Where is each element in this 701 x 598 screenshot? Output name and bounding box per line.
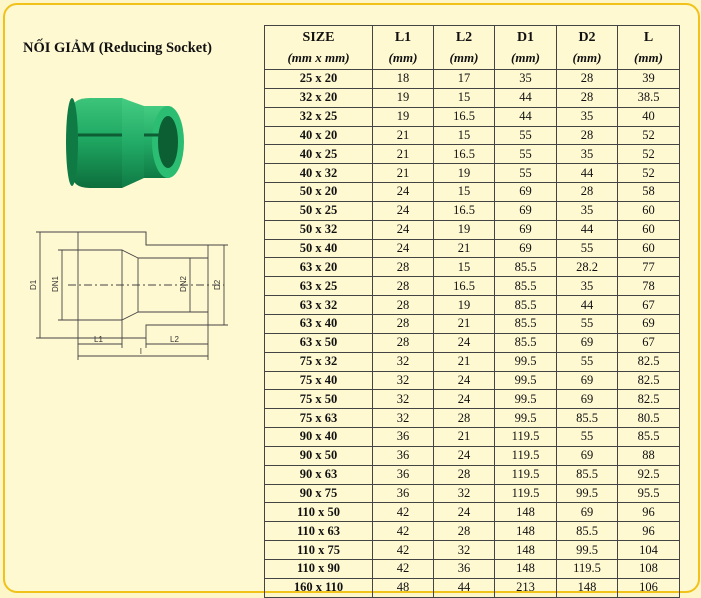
value-cell: 28 — [373, 277, 434, 296]
size-cell: 40 x 25 — [265, 145, 373, 164]
column-header — [434, 26, 495, 70]
table-row — [265, 258, 680, 277]
column-header-unit: (mm) — [511, 49, 540, 65]
value-cell: 42 — [373, 503, 434, 522]
value-cell: 95.5 — [618, 484, 680, 503]
value-cell: 44 — [434, 578, 495, 597]
value-cell: 24 — [373, 239, 434, 258]
column-header — [557, 26, 618, 70]
value-cell: 36 — [373, 446, 434, 465]
value-cell: 28 — [434, 409, 495, 428]
table-row — [265, 578, 680, 597]
size-cell: 90 x 50 — [265, 446, 373, 465]
value-cell: 28 — [373, 314, 434, 333]
value-cell: 119.5 — [495, 428, 557, 447]
value-cell: 35 — [495, 70, 557, 89]
value-cell: 69 — [557, 503, 618, 522]
value-cell: 21 — [434, 352, 495, 371]
value-cell: 16.5 — [434, 201, 495, 220]
value-cell: 44 — [495, 88, 557, 107]
table-row — [265, 277, 680, 296]
value-cell: 24 — [373, 201, 434, 220]
table-row — [265, 183, 680, 202]
value-cell: 19 — [434, 296, 495, 315]
column-header-unit: (mm x mm) — [287, 49, 350, 65]
size-cell: 110 x 75 — [265, 541, 373, 560]
table-header-row — [265, 26, 680, 70]
value-cell: 38.5 — [618, 88, 680, 107]
table-row — [265, 296, 680, 315]
size-cell: 32 x 25 — [265, 107, 373, 126]
value-cell: 69 — [618, 314, 680, 333]
value-cell: 24 — [434, 503, 495, 522]
size-cell: 160 x 110 — [265, 578, 373, 597]
value-cell: 96 — [618, 503, 680, 522]
table-row — [265, 484, 680, 503]
table-row — [265, 352, 680, 371]
product-title: NỐI GIẢM (Reducing Socket) — [23, 40, 212, 56]
value-cell: 69 — [557, 390, 618, 409]
value-cell: 36 — [373, 428, 434, 447]
value-cell: 24 — [434, 446, 495, 465]
table-row — [265, 390, 680, 409]
value-cell: 24 — [373, 183, 434, 202]
value-cell: 21 — [373, 145, 434, 164]
value-cell: 32 — [373, 371, 434, 390]
size-cell: 50 x 40 — [265, 239, 373, 258]
value-cell: 35 — [557, 201, 618, 220]
table-row — [265, 503, 680, 522]
value-cell: 104 — [618, 541, 680, 560]
column-header — [265, 26, 373, 70]
size-cell: 90 x 40 — [265, 428, 373, 447]
value-cell: 55 — [495, 126, 557, 145]
value-cell: 28 — [373, 296, 434, 315]
value-cell: 148 — [495, 559, 557, 578]
value-cell: 28.2 — [557, 258, 618, 277]
value-cell: 24 — [434, 390, 495, 409]
table-row — [265, 70, 680, 89]
value-cell: 119.5 — [557, 559, 618, 578]
value-cell: 24 — [434, 333, 495, 352]
value-cell: 15 — [434, 183, 495, 202]
table-row — [265, 559, 680, 578]
value-cell: 52 — [618, 126, 680, 145]
column-header-unit: (mm) — [388, 49, 418, 65]
size-cell: 75 x 32 — [265, 352, 373, 371]
value-cell: 85.5 — [495, 258, 557, 277]
table-row — [265, 201, 680, 220]
value-cell: 88 — [618, 446, 680, 465]
value-cell: 35 — [557, 107, 618, 126]
value-cell: 28 — [557, 70, 618, 89]
size-cell: 63 x 25 — [265, 277, 373, 296]
label-d2: D2 — [213, 279, 222, 290]
value-cell: 35 — [557, 277, 618, 296]
value-cell: 69 — [557, 446, 618, 465]
value-cell: 99.5 — [557, 541, 618, 560]
size-cell: 110 x 90 — [265, 559, 373, 578]
value-cell: 77 — [618, 258, 680, 277]
value-cell: 36 — [373, 484, 434, 503]
size-cell: 90 x 75 — [265, 484, 373, 503]
size-cell: 50 x 32 — [265, 220, 373, 239]
value-cell: 99.5 — [495, 409, 557, 428]
value-cell: 60 — [618, 239, 680, 258]
label-dn1: DN1 — [51, 275, 60, 292]
value-cell: 148 — [495, 503, 557, 522]
value-cell: 85.5 — [618, 428, 680, 447]
value-cell: 85.5 — [557, 465, 618, 484]
size-cell: 40 x 20 — [265, 126, 373, 145]
label-l2: L2 — [170, 335, 179, 344]
value-cell: 60 — [618, 220, 680, 239]
size-cell: 63 x 40 — [265, 314, 373, 333]
value-cell: 21 — [434, 314, 495, 333]
value-cell: 69 — [495, 220, 557, 239]
table-row — [265, 239, 680, 258]
table-row — [265, 145, 680, 164]
size-cell: 25 x 20 — [265, 70, 373, 89]
value-cell: 28 — [557, 126, 618, 145]
label-l1: L1 — [94, 335, 103, 344]
table-row — [265, 333, 680, 352]
value-cell: 19 — [434, 164, 495, 183]
table-row — [265, 314, 680, 333]
value-cell: 21 — [434, 239, 495, 258]
value-cell: 36 — [373, 465, 434, 484]
column-header — [373, 26, 434, 70]
size-cell: 90 x 63 — [265, 465, 373, 484]
column-header — [618, 26, 680, 70]
value-cell: 42 — [373, 522, 434, 541]
label-dn2: DN2 — [179, 275, 188, 292]
size-cell: 40 x 32 — [265, 164, 373, 183]
value-cell: 99.5 — [495, 390, 557, 409]
size-cell: 63 x 50 — [265, 333, 373, 352]
size-cell: 110 x 50 — [265, 503, 373, 522]
value-cell: 52 — [618, 164, 680, 183]
value-cell: 39 — [618, 70, 680, 89]
value-cell: 19 — [434, 220, 495, 239]
value-cell: 32 — [434, 484, 495, 503]
value-cell: 55 — [557, 239, 618, 258]
table-row — [265, 126, 680, 145]
value-cell: 108 — [618, 559, 680, 578]
value-cell: 32 — [373, 390, 434, 409]
value-cell: 85.5 — [495, 296, 557, 315]
value-cell: 44 — [495, 107, 557, 126]
value-cell: 58 — [618, 183, 680, 202]
value-cell: 82.5 — [618, 371, 680, 390]
value-cell: 48 — [373, 578, 434, 597]
value-cell: 28 — [557, 88, 618, 107]
value-cell: 18 — [373, 70, 434, 89]
value-cell: 85.5 — [495, 314, 557, 333]
column-header — [495, 26, 557, 70]
value-cell: 52 — [618, 145, 680, 164]
value-cell: 21 — [373, 126, 434, 145]
size-cell: 75 x 40 — [265, 371, 373, 390]
column-header-name: L1 — [394, 29, 412, 45]
value-cell: 55 — [495, 164, 557, 183]
size-cell: 110 x 63 — [265, 522, 373, 541]
value-cell: 85.5 — [495, 277, 557, 296]
value-cell: 28 — [557, 183, 618, 202]
size-cell: 63 x 20 — [265, 258, 373, 277]
size-cell: 75 x 63 — [265, 409, 373, 428]
table-row — [265, 164, 680, 183]
table-row — [265, 541, 680, 560]
column-header-unit: (mm) — [572, 49, 602, 65]
value-cell: 24 — [373, 220, 434, 239]
value-cell: 82.5 — [618, 352, 680, 371]
value-cell: 16.5 — [434, 277, 495, 296]
value-cell: 19 — [373, 107, 434, 126]
size-cell: 63 x 32 — [265, 296, 373, 315]
value-cell: 42 — [373, 541, 434, 560]
value-cell: 44 — [557, 220, 618, 239]
value-cell: 16.5 — [434, 107, 495, 126]
value-cell: 60 — [618, 201, 680, 220]
column-header-name: SIZE — [302, 29, 335, 45]
table-body — [265, 70, 680, 598]
value-cell: 92.5 — [618, 465, 680, 484]
reducing-socket-photo — [60, 80, 200, 200]
value-cell: 148 — [495, 541, 557, 560]
value-cell: 80.5 — [618, 409, 680, 428]
value-cell: 85.5 — [557, 522, 618, 541]
value-cell: 15 — [434, 88, 495, 107]
value-cell: 213 — [495, 578, 557, 597]
value-cell: 35 — [557, 145, 618, 164]
column-header-name: D1 — [516, 29, 535, 45]
value-cell: 69 — [557, 371, 618, 390]
size-cell: 50 x 25 — [265, 201, 373, 220]
value-cell: 36 — [434, 559, 495, 578]
value-cell: 69 — [495, 239, 557, 258]
value-cell: 96 — [618, 522, 680, 541]
value-cell: 32 — [373, 409, 434, 428]
column-header-name: D2 — [578, 29, 596, 45]
value-cell: 148 — [495, 522, 557, 541]
label-d1: D1 — [29, 279, 38, 290]
value-cell: 42 — [373, 559, 434, 578]
value-cell: 99.5 — [495, 371, 557, 390]
table-row — [265, 465, 680, 484]
value-cell: 21 — [373, 164, 434, 183]
table-row — [265, 220, 680, 239]
value-cell: 55 — [495, 145, 557, 164]
value-cell: 28 — [434, 465, 495, 484]
table-row — [265, 522, 680, 541]
value-cell: 55 — [557, 428, 618, 447]
column-header-unit: (mm) — [449, 49, 479, 65]
value-cell: 32 — [434, 541, 495, 560]
value-cell: 44 — [557, 296, 618, 315]
value-cell: 106 — [618, 578, 680, 597]
value-cell: 69 — [495, 201, 557, 220]
value-cell: 28 — [373, 333, 434, 352]
value-cell: 67 — [618, 333, 680, 352]
value-cell: 99.5 — [557, 484, 618, 503]
value-cell: 15 — [434, 258, 495, 277]
value-cell: 119.5 — [495, 465, 557, 484]
table-row — [265, 428, 680, 447]
column-header-name: L — [643, 29, 654, 45]
value-cell: 78 — [618, 277, 680, 296]
column-header-name: L2 — [455, 29, 473, 45]
spec-table — [264, 25, 680, 598]
value-cell: 15 — [434, 126, 495, 145]
value-cell: 55 — [557, 352, 618, 371]
size-cell: 50 x 20 — [265, 183, 373, 202]
column-header-unit: (mm) — [634, 49, 663, 65]
value-cell: 44 — [557, 164, 618, 183]
value-cell: 82.5 — [618, 390, 680, 409]
value-cell: 28 — [434, 522, 495, 541]
table-row — [265, 107, 680, 126]
value-cell: 40 — [618, 107, 680, 126]
table-row — [265, 446, 680, 465]
value-cell: 67 — [618, 296, 680, 315]
value-cell: 85.5 — [495, 333, 557, 352]
table-row — [265, 371, 680, 390]
value-cell: 119.5 — [495, 446, 557, 465]
value-cell: 119.5 — [495, 484, 557, 503]
value-cell: 21 — [434, 428, 495, 447]
value-cell: 85.5 — [557, 409, 618, 428]
value-cell: 28 — [373, 258, 434, 277]
value-cell: 32 — [373, 352, 434, 371]
value-cell: 19 — [373, 88, 434, 107]
dimension-drawing — [28, 220, 248, 370]
table-row — [265, 88, 680, 107]
value-cell: 99.5 — [495, 352, 557, 371]
value-cell: 69 — [495, 183, 557, 202]
table-row — [265, 409, 680, 428]
value-cell: 55 — [557, 314, 618, 333]
value-cell: 16.5 — [434, 145, 495, 164]
value-cell: 24 — [434, 371, 495, 390]
value-cell: 148 — [557, 578, 618, 597]
label-l: l — [140, 347, 142, 356]
value-cell: 17 — [434, 70, 495, 89]
size-cell: 75 x 50 — [265, 390, 373, 409]
size-cell: 32 x 20 — [265, 88, 373, 107]
value-cell: 69 — [557, 333, 618, 352]
